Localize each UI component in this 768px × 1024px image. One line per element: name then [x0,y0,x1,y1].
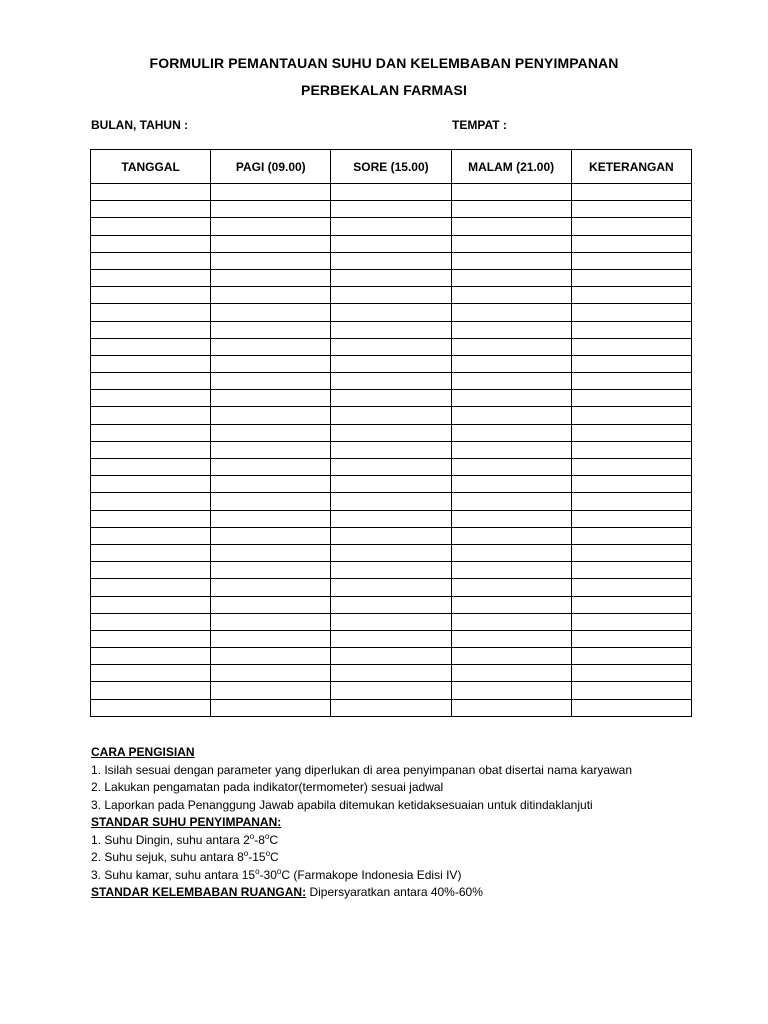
table-row [91,373,692,390]
table-cell[interactable] [211,424,331,441]
table-cell[interactable] [91,596,211,613]
table-cell[interactable] [451,252,571,269]
table-cell[interactable] [211,287,331,304]
table-cell[interactable] [91,424,211,441]
table-cell[interactable] [331,321,451,338]
table-cell[interactable] [331,682,451,699]
table-cell[interactable] [451,424,571,441]
table-cell[interactable] [571,338,691,355]
table-cell[interactable] [571,424,691,441]
table-cell[interactable] [451,665,571,682]
table-cell[interactable] [451,287,571,304]
table-cell[interactable] [91,682,211,699]
table-cell[interactable] [331,424,451,441]
table-cell[interactable] [331,304,451,321]
table-cell[interactable] [91,218,211,235]
header-pagi: PAGI (09.00) [211,150,331,184]
table-cell[interactable] [91,355,211,372]
table-cell[interactable] [451,510,571,527]
table-cell[interactable] [451,562,571,579]
table-cell[interactable] [91,459,211,476]
table-cell[interactable] [331,665,451,682]
table-cell[interactable] [211,441,331,458]
table-cell[interactable] [211,338,331,355]
table-cell[interactable] [211,562,331,579]
table-cell[interactable] [571,665,691,682]
table-cell[interactable] [211,304,331,321]
table-cell[interactable] [331,201,451,218]
table-cell[interactable] [331,407,451,424]
table-row [91,630,692,647]
table-cell[interactable] [571,287,691,304]
table-row [91,459,692,476]
table-cell[interactable] [91,613,211,630]
table-row [91,269,692,286]
table-cell[interactable] [211,630,331,647]
table-cell[interactable] [91,562,211,579]
table-cell[interactable] [571,441,691,458]
table-row [91,304,692,321]
table-cell[interactable] [211,459,331,476]
header-tanggal: TANGGAL [91,150,211,184]
suhu-item-1: 1. Suhu Dingin, suhu antara 2$^o$-8$^o$C [91,831,279,847]
table-row [91,493,692,510]
table-cell[interactable] [211,390,331,407]
table-cell[interactable] [451,235,571,252]
table-row [91,390,692,407]
table-cell[interactable] [451,269,571,286]
table-cell[interactable] [211,476,331,493]
table-cell[interactable] [211,596,331,613]
table-cell[interactable] [91,390,211,407]
table-cell[interactable] [571,682,691,699]
table-cell[interactable] [211,665,331,682]
table-cell[interactable] [211,493,331,510]
table-cell[interactable] [211,184,331,201]
header-malam: MALAM (21.00) [451,150,571,184]
table-cell[interactable] [331,235,451,252]
table-cell[interactable] [571,544,691,561]
table-body [91,184,692,717]
table-cell[interactable] [571,269,691,286]
table-cell[interactable] [571,390,691,407]
table-row [91,665,692,682]
table-cell[interactable] [91,493,211,510]
table-cell[interactable] [571,476,691,493]
suhu-item-2: 2. Suhu sejuk, suhu antara 8$^o$-15$^o$C [91,849,279,864]
instructions-section [91,744,731,902]
header-sore: SORE (15.00) [331,150,451,184]
table-cell[interactable] [571,699,691,716]
table-cell[interactable] [451,218,571,235]
table-cell[interactable] [571,252,691,269]
table-cell[interactable] [331,373,451,390]
table-cell[interactable] [331,390,451,407]
table-cell[interactable] [331,287,451,304]
table-cell[interactable] [91,441,211,458]
table-cell[interactable] [571,510,691,527]
table-header-row [91,150,692,184]
table-cell[interactable] [451,201,571,218]
table-cell[interactable] [91,665,211,682]
table-row [91,235,692,252]
table-cell[interactable] [451,441,571,458]
table-cell[interactable] [91,201,211,218]
table-row [91,613,692,630]
table-cell[interactable] [331,459,451,476]
form-title-line-1: FORMULIR PEMANTAUAN SUHU DAN KELEMBABAN PENYIMPANAN [149,55,619,71]
table-cell[interactable] [331,493,451,510]
table-cell[interactable] [451,476,571,493]
month-year-label: BULAN, TAHUN : [91,118,189,132]
table-cell[interactable] [331,527,451,544]
table-row [91,407,692,424]
table-cell[interactable] [571,493,691,510]
table-cell[interactable] [571,527,691,544]
table-cell[interactable] [91,579,211,596]
table-cell[interactable] [91,304,211,321]
table-cell[interactable] [91,184,211,201]
table-cell[interactable] [571,596,691,613]
table-cell[interactable] [211,355,331,372]
standar-kelembaban-heading: STANDAR KELEMBABAN RUANGAN: [91,885,307,899]
table-cell[interactable] [571,648,691,665]
suhu-item-3: 3. Suhu kamar, suhu antara 15$^o$-30$^o$C (Farmakope Indonesia Edisi IV) [91,866,462,882]
table-row [91,562,692,579]
table-cell[interactable] [331,184,451,201]
table-cell[interactable] [91,527,211,544]
table-cell[interactable] [211,648,331,665]
table-cell[interactable] [211,613,331,630]
table-cell[interactable] [211,407,331,424]
table-cell[interactable] [571,613,691,630]
table-cell[interactable] [91,235,211,252]
table-cell[interactable] [331,562,451,579]
header-keterangan: KETERANGAN [571,150,691,184]
table-cell[interactable] [331,338,451,355]
table-cell[interactable] [571,201,691,218]
standar-suhu-heading: STANDAR SUHU PENYIMPANAN: [91,815,282,829]
table-row [91,596,692,613]
table-cell[interactable] [451,390,571,407]
table-cell[interactable] [91,630,211,647]
table-cell[interactable] [331,476,451,493]
table-cell[interactable] [211,579,331,596]
table-cell[interactable] [211,252,331,269]
table-cell[interactable] [91,510,211,527]
table-cell[interactable] [451,407,571,424]
standar-kelembaban-text: Dipersyaratkan antara 40%-60% [306,885,483,899]
table-cell[interactable] [451,338,571,355]
table-cell[interactable] [571,459,691,476]
table-row [91,201,692,218]
table-row [91,424,692,441]
table-row [91,184,692,201]
table-cell[interactable] [451,184,571,201]
table-cell[interactable] [571,630,691,647]
table-cell[interactable] [91,648,211,665]
table-row [91,441,692,458]
table-row [91,476,692,493]
table-cell[interactable] [331,218,451,235]
table-row [91,579,692,596]
table-cell[interactable] [331,596,451,613]
table-cell[interactable] [451,304,571,321]
table-cell[interactable] [451,321,571,338]
table-cell[interactable] [91,544,211,561]
table-row [91,682,692,699]
table-cell[interactable] [211,373,331,390]
table-cell[interactable] [451,373,571,390]
standar-kelembaban [91,884,731,902]
table-row [91,287,692,304]
table-cell[interactable] [91,373,211,390]
table-cell[interactable] [571,184,691,201]
table-cell[interactable] [331,613,451,630]
table-cell[interactable] [211,510,331,527]
table-cell[interactable] [331,355,451,372]
table-cell[interactable] [331,648,451,665]
table-cell[interactable] [451,613,571,630]
table-row [91,648,692,665]
table-cell[interactable] [571,304,691,321]
table-row [91,527,692,544]
place-label: TEMPAT : [452,118,507,132]
table-cell[interactable] [451,682,571,699]
cara-pengisian-heading: CARA PENGISIAN [91,745,195,759]
table-cell[interactable] [91,252,211,269]
table-cell[interactable] [571,407,691,424]
cara-item-2: 2. Lakukan pengamatan pada indikator(termometer) sesuai jadwal [91,780,444,794]
table-cell[interactable] [451,459,571,476]
table-cell[interactable] [331,699,451,716]
table-cell[interactable] [451,493,571,510]
table-cell[interactable] [91,476,211,493]
table-cell[interactable] [451,630,571,647]
table-cell[interactable] [211,321,331,338]
table-cell[interactable] [331,630,451,647]
table-cell[interactable] [211,699,331,716]
table-row [91,355,692,372]
table-cell[interactable] [211,269,331,286]
table-cell[interactable] [211,235,331,252]
table-cell[interactable] [451,355,571,372]
cara-item-1: 1. Isilah sesuai dengan parameter yang diperlukan di area penyimpanan obat disertai nama karyawan [91,762,633,777]
table-cell[interactable] [211,682,331,699]
table-cell[interactable] [331,269,451,286]
table-cell[interactable] [571,218,691,235]
table-row [91,510,692,527]
table-cell[interactable] [91,699,211,716]
table-cell[interactable] [571,235,691,252]
table-cell[interactable] [451,527,571,544]
table-cell[interactable] [571,373,691,390]
table-cell[interactable] [91,338,211,355]
table-cell[interactable] [451,544,571,561]
table-row [91,218,692,235]
monitoring-table [90,149,692,717]
table-cell[interactable] [571,562,691,579]
table-cell[interactable] [571,579,691,596]
table-cell[interactable] [451,699,571,716]
table-cell[interactable] [91,269,211,286]
table-cell[interactable] [451,648,571,665]
table-row [91,321,692,338]
table-cell[interactable] [331,544,451,561]
table-row [91,338,692,355]
table-cell[interactable] [451,596,571,613]
table-cell[interactable] [571,355,691,372]
table-cell[interactable] [91,407,211,424]
table-cell[interactable] [91,321,211,338]
form-title-line-2: PERBEKALAN FARMASI [301,82,467,98]
table-cell[interactable] [211,201,331,218]
table-cell[interactable] [571,321,691,338]
table-cell[interactable] [331,579,451,596]
table-cell[interactable] [91,287,211,304]
cara-item-3: 3. Laporkan pada Penanggung Jawab apabila ditemukan ketidaksesuaian untuk ditindaklanjuti [91,797,593,812]
table-cell[interactable] [451,579,571,596]
table-cell[interactable] [211,544,331,561]
table-cell[interactable] [211,527,331,544]
table-row [91,252,692,269]
table-cell[interactable] [211,218,331,235]
table-row [91,699,692,716]
table-cell[interactable] [331,441,451,458]
table-row [91,544,692,561]
table-cell[interactable] [331,252,451,269]
table-cell[interactable] [331,510,451,527]
